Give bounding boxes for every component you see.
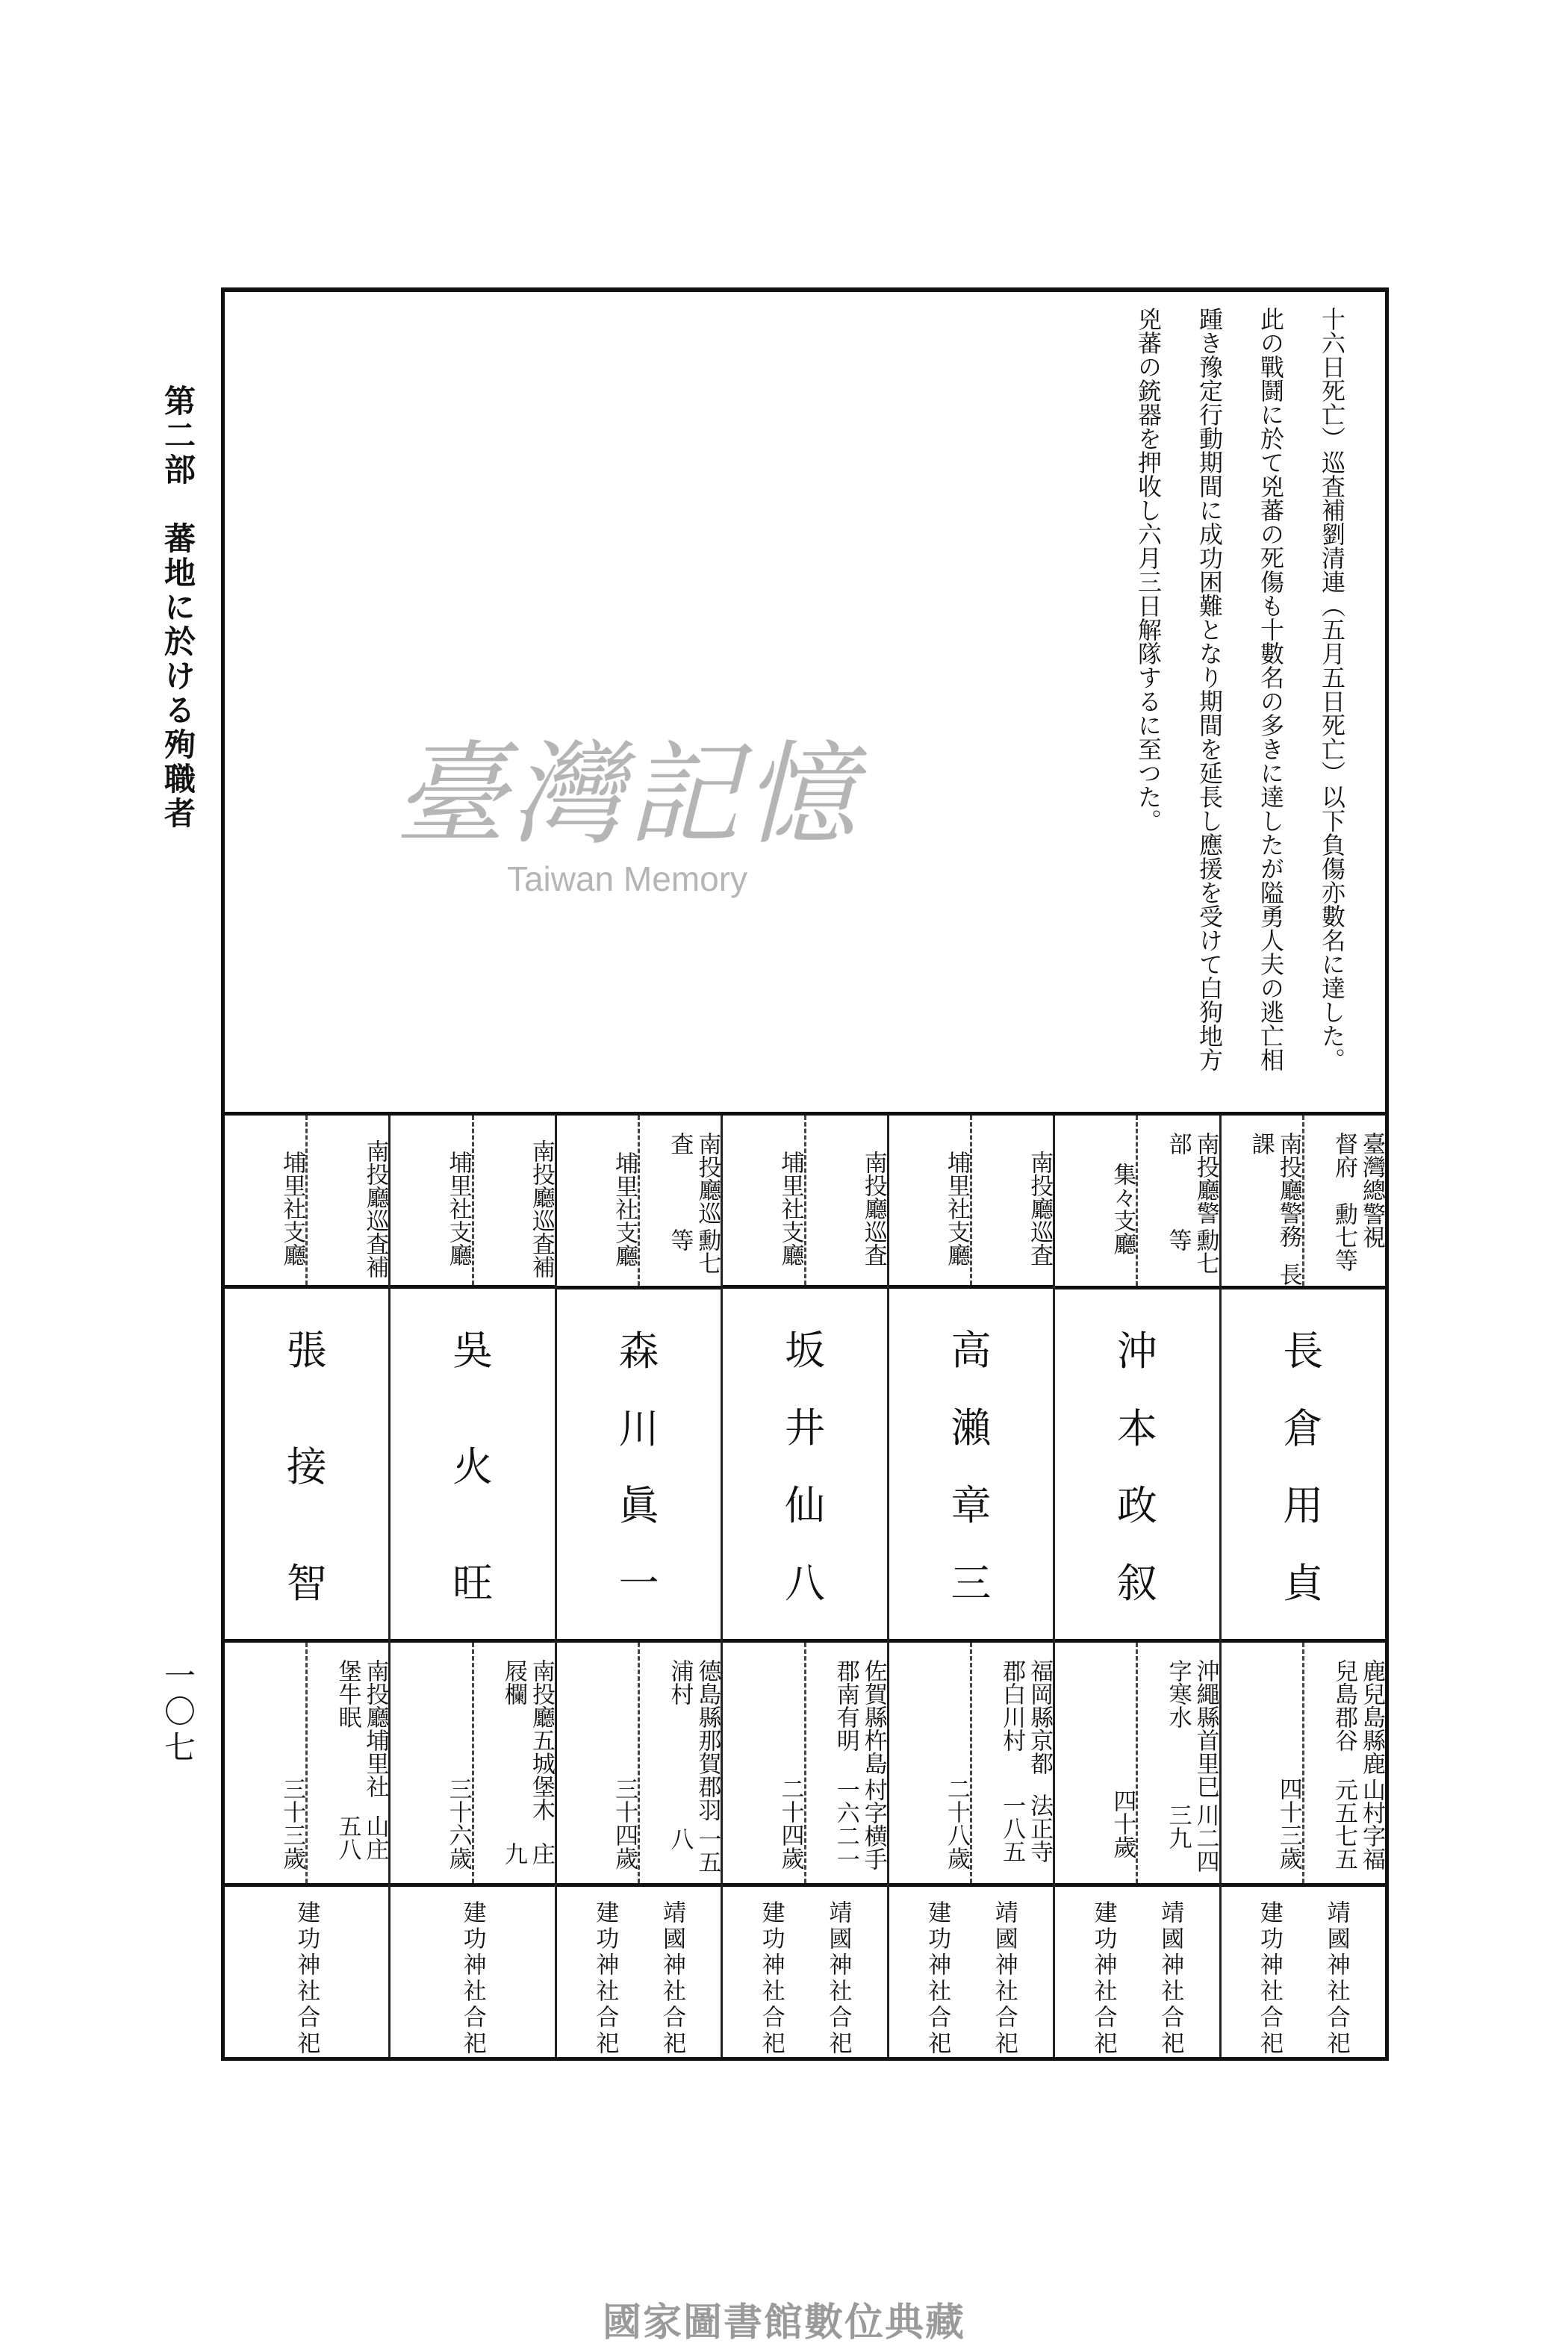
footer-credit: 國家圖書館數位典藏 [602, 2300, 965, 2345]
address-line: 山村字福元五七五 [1331, 1777, 1385, 1870]
post-text [889, 1116, 970, 1285]
text-line: 此の戰鬪に於て兇蕃の死傷も十數名の多きに達したが隘勇人夫の逃亡相 [1257, 307, 1285, 1071]
name-char: 張 [286, 1327, 327, 1375]
record-column [887, 1116, 1053, 2057]
shrine-cell [889, 1887, 1053, 2057]
address-cell [557, 1643, 721, 1887]
age-wrap [1055, 1643, 1136, 1883]
shrine-cell [723, 1887, 886, 2057]
section-heading: 第二部 蕃地に於ける殉職者 [160, 385, 196, 831]
text-line: 兇蕃の銃器を押收し六月三日解隊するに至つた。 [1134, 307, 1163, 833]
name-char: 井 [785, 1404, 826, 1452]
address-line: 南投廳五城堡木屐欄 [500, 1659, 555, 1821]
rank-line: 南投廳巡査 [1026, 1151, 1054, 1267]
shrine-text: 建功神社合祀 [1255, 1900, 1283, 2057]
address-cell [1222, 1643, 1385, 1887]
post-line: 埔里社支廳 [611, 1151, 638, 1267]
post-text [557, 1116, 638, 1286]
name-char: 沖 [1116, 1328, 1157, 1375]
name-char: 智 [286, 1560, 327, 1607]
watermark-title: 臺灣記憶 [393, 730, 860, 860]
rank-text [804, 1116, 887, 1285]
rank-line: 南投廳巡査 [666, 1132, 721, 1225]
address-text [1136, 1643, 1219, 1883]
age-text: 三十四歲 [611, 1777, 638, 1870]
address-line: 庄九 [500, 1842, 555, 1866]
record-column [1219, 1116, 1385, 2057]
post-line: 埔里社支廳 [777, 1151, 804, 1267]
name-char: 政 [1116, 1482, 1157, 1530]
text-line: 十六日死亡）巡査補劉清連（五月五日死亡）以下負傷亦數名に達した。 [1318, 307, 1346, 1071]
name-cell [391, 1289, 554, 1643]
shrine-text: 建功神社合祀 [591, 1900, 619, 2057]
header-cell [225, 1116, 388, 1289]
post-line: 埔里社支廳 [279, 1151, 306, 1267]
address-line: 村字横手一六二一 [832, 1777, 887, 1870]
shrine-cell [1222, 1887, 1385, 2057]
person-name [557, 1319, 721, 1609]
post-text [1055, 1116, 1136, 1286]
address-text [1302, 1643, 1385, 1883]
shrine-text: 建功神社合祀 [293, 1900, 320, 2057]
name-cell [723, 1289, 886, 1643]
rank-line: 勳七等 [666, 1228, 721, 1275]
rank-line: 南投廳巡査補 [527, 1139, 555, 1278]
address-line: 一五八 [666, 1827, 721, 1873]
post-text [1222, 1116, 1302, 1286]
rank-line: 勳七等 [1164, 1228, 1219, 1275]
rank-line: 南投廳巡査補 [361, 1139, 389, 1278]
shrine-cell [1055, 1887, 1219, 2057]
name-char: 一 [618, 1559, 659, 1607]
shrine-text: 靖國神社合祀 [658, 1900, 685, 2057]
address-line: 佐賀縣杵島郡南有明 [832, 1659, 887, 1775]
casualty-table [225, 1112, 1385, 2057]
address-line: 法正寺一八五 [998, 1793, 1054, 1863]
name-cell [225, 1289, 388, 1643]
address-cell [225, 1643, 388, 1887]
shrine-text: 建功神社合祀 [924, 1900, 951, 2057]
name-cell [1222, 1289, 1385, 1643]
text-line: 踵き豫定行動期間に成功困難となり期間を延長し應援を受けて白狗地方 [1195, 307, 1224, 1071]
name-char: 旺 [452, 1560, 494, 1607]
age-text: 二十八歲 [942, 1777, 970, 1870]
name-char: 火 [452, 1443, 494, 1491]
header-cell [1055, 1116, 1219, 1289]
name-char: 森 [618, 1328, 659, 1375]
address-text [305, 1643, 388, 1883]
name-char: 叙 [1116, 1559, 1157, 1607]
rank-line: 南投廳巡査 [859, 1151, 887, 1267]
watermark-subtitle: Taiwan Memory [506, 859, 748, 898]
shrine-text: 靖國神社合祀 [1157, 1900, 1184, 2057]
address-line: 山庄五八 [334, 1814, 389, 1861]
post-line: 南投廳警務課 [1247, 1132, 1302, 1248]
age-text: 三十三歲 [279, 1777, 306, 1870]
name-char: 三 [951, 1559, 992, 1607]
narrative-text [1118, 307, 1363, 1098]
address-cell [723, 1643, 886, 1887]
page-number: 一〇七 [160, 1659, 196, 1767]
rank-line: 警視 勳七等 [1331, 1201, 1385, 1272]
person-name [225, 1319, 388, 1609]
record-column [721, 1116, 886, 2057]
rank-text [638, 1116, 721, 1286]
post-line: 埔里社支廳 [942, 1151, 970, 1267]
header-cell [723, 1116, 886, 1289]
age-wrap [889, 1643, 970, 1883]
header-cell [889, 1116, 1053, 1289]
name-char: 坂 [785, 1327, 826, 1375]
shrine-text: 靖國神社合祀 [990, 1900, 1018, 2057]
address-line: 川二四三九 [1164, 1802, 1219, 1873]
address-cell [391, 1643, 554, 1887]
name-char: 長 [1283, 1328, 1324, 1375]
post-text [391, 1116, 471, 1285]
record-column [225, 1116, 388, 2057]
address-line: 南投廳埔里社堡牛眠 [334, 1659, 389, 1798]
address-line: 福岡縣京都郡白川村 [998, 1659, 1054, 1775]
address-text [970, 1643, 1053, 1883]
header-cell [1222, 1116, 1385, 1289]
post-line: 長 [1275, 1263, 1302, 1286]
record-column [555, 1116, 721, 2057]
header-cell [391, 1116, 554, 1289]
name-cell [889, 1289, 1053, 1643]
rank-text [472, 1116, 555, 1285]
age-wrap [723, 1643, 803, 1883]
age-text: 四十三歲 [1275, 1777, 1302, 1870]
name-char: 仙 [785, 1482, 826, 1530]
address-cell [889, 1643, 1053, 1887]
record-column [388, 1116, 554, 2057]
age-wrap [557, 1643, 638, 1883]
person-name [1055, 1319, 1219, 1609]
name-char: 高 [951, 1327, 992, 1375]
shrine-cell [225, 1887, 388, 2057]
name-char: 本 [1116, 1404, 1157, 1452]
shrine-text: 靖國神社合祀 [1322, 1900, 1350, 2057]
post-line: 集々支廳 [1109, 1163, 1136, 1255]
name-char: 貞 [1283, 1559, 1324, 1607]
post-text [723, 1116, 803, 1285]
person-name [1222, 1319, 1385, 1609]
address-line: 鹿兒島縣鹿兒島郡谷 [1331, 1659, 1385, 1775]
person-name [391, 1319, 554, 1609]
header-cell [557, 1116, 721, 1289]
age-wrap [225, 1643, 305, 1883]
shrine-text: 建功神社合祀 [1089, 1900, 1117, 2057]
name-char: 八 [785, 1559, 826, 1607]
age-wrap [1222, 1643, 1302, 1883]
shrine-cell [391, 1887, 554, 2057]
name-char: 接 [286, 1443, 327, 1491]
name-cell [557, 1289, 721, 1643]
rank-text [970, 1116, 1053, 1285]
rank-text [1302, 1116, 1385, 1286]
age-text: 三十六歲 [444, 1777, 472, 1870]
rank-text [305, 1116, 388, 1285]
address-text [804, 1643, 887, 1883]
age-wrap [391, 1643, 471, 1883]
age-text: 二十四歲 [777, 1777, 804, 1870]
name-char: 章 [951, 1482, 992, 1530]
person-name [889, 1319, 1053, 1609]
name-cell [1055, 1289, 1219, 1643]
post-text [225, 1116, 305, 1285]
age-text: 四十歲 [1109, 1788, 1136, 1858]
name-char: 用 [1283, 1482, 1324, 1530]
rank-line: 南投廳警部 [1164, 1132, 1219, 1225]
shrine-text: 靖國神社合祀 [824, 1900, 852, 2057]
name-char: 瀨 [951, 1404, 992, 1452]
record-column [1053, 1116, 1219, 2057]
name-char: 眞 [618, 1482, 659, 1530]
person-name [723, 1319, 886, 1609]
address-cell [1055, 1643, 1219, 1887]
shrine-text: 建功神社合祀 [458, 1900, 486, 2057]
shrine-text: 建功神社合祀 [757, 1900, 785, 2057]
name-char: 吳 [452, 1327, 494, 1375]
name-char: 倉 [1283, 1404, 1324, 1452]
address-text [638, 1643, 721, 1883]
address-text [472, 1643, 555, 1883]
post-line: 埔里社支廳 [444, 1151, 472, 1267]
address-line: 沖繩縣首里巳字寒水 [1164, 1659, 1219, 1798]
rank-text [1136, 1116, 1219, 1286]
page-frame [221, 287, 1389, 2061]
shrine-cell [557, 1887, 721, 2057]
address-line: 德島縣那賀郡羽浦村 [666, 1659, 721, 1821]
rank-line: 臺灣總督府 [1331, 1132, 1385, 1201]
name-char: 川 [618, 1404, 659, 1452]
